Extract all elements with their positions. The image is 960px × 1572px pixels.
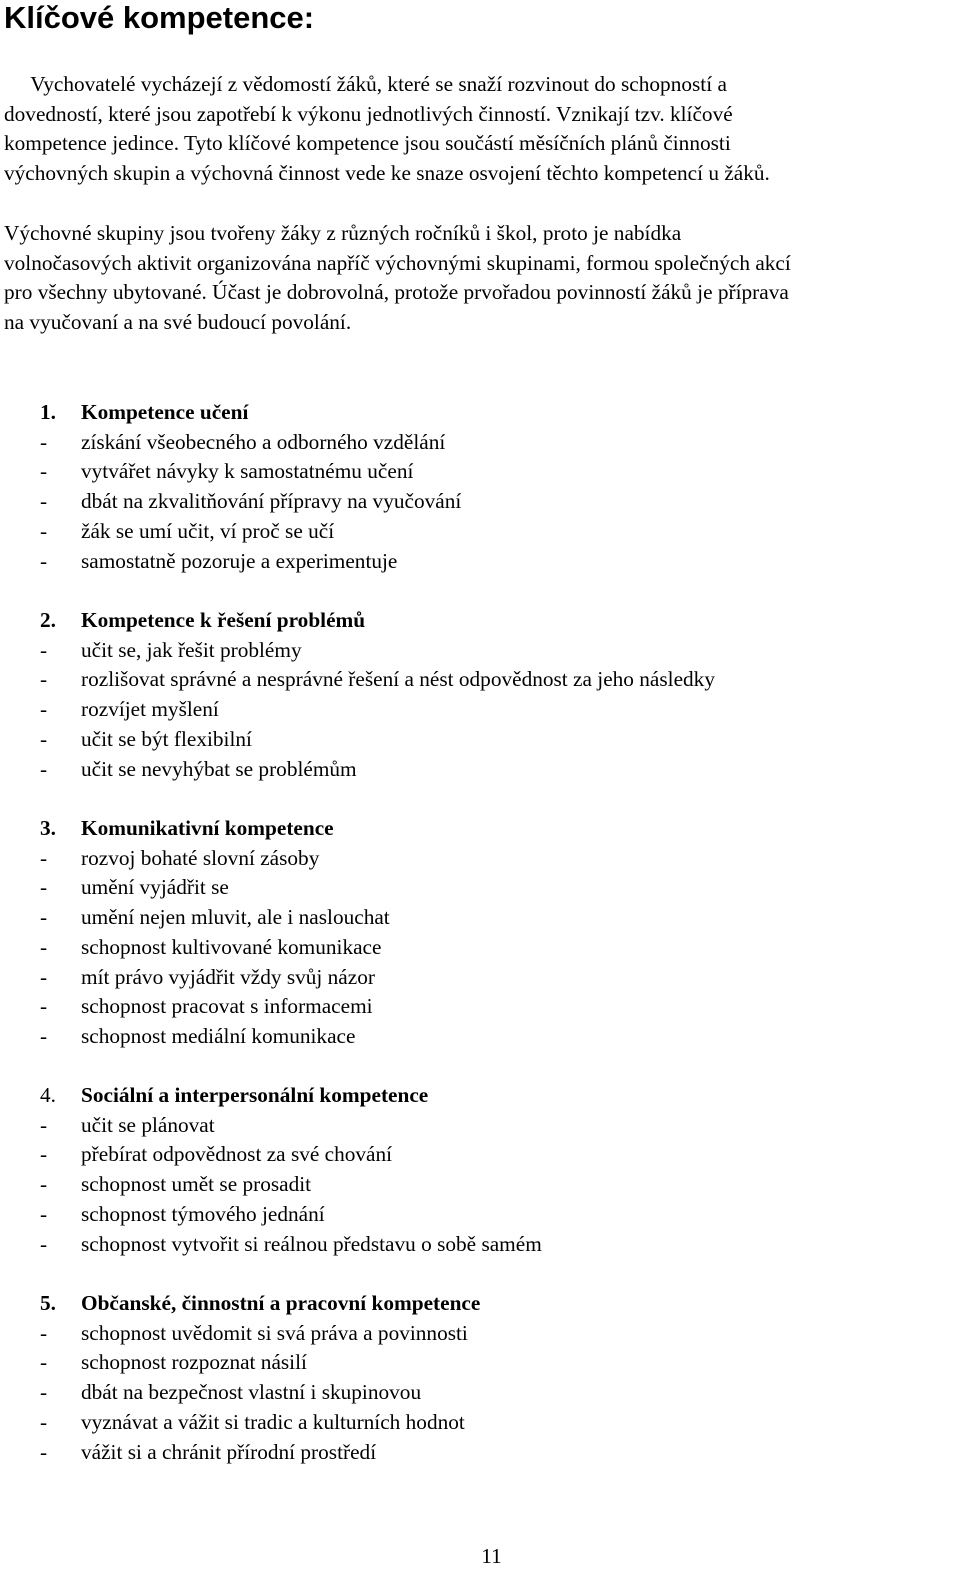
paragraph-line: Výchovné skupiny jsou tvořeny žáky z různých ročníků i škol, proto je nabídka <box>4 221 682 245</box>
paragraph-line: dovedností, které jsou zapotřebí k výkonu jednotlivých činností. Vznikají tzv. klíčové <box>4 101 733 126</box>
bullet-dash: - <box>40 994 48 1019</box>
paragraph-line: kompetence jedince. Tyto klíčové kompetence jsou součástí měsíčních plánů činnosti <box>4 131 731 156</box>
bullet-dash: - <box>40 1320 48 1345</box>
bullet-dash: - <box>40 667 48 692</box>
section-title: Kompetence k řešení problémů <box>81 608 366 632</box>
bullet-dash: - <box>40 429 48 454</box>
bullet-dash: - <box>40 1201 48 1226</box>
bullet-dash: - <box>40 1172 48 1197</box>
section-title: Sociální a interpersonální kompetence <box>81 1083 429 1107</box>
bullet-dash: - <box>40 518 48 543</box>
paragraph-line: výchovných skupin a výchovná činnost vede ke snaze osvojení těchto kompetencí u žáků. <box>4 161 770 186</box>
page-number: 11 <box>481 1544 502 1568</box>
bullet-dash: - <box>40 1350 48 1375</box>
bullet-dash: - <box>40 726 48 751</box>
section-number: 1. <box>40 400 56 424</box>
bullet-dash: - <box>40 1380 48 1405</box>
bullet-dash: - <box>40 697 48 722</box>
section-number: 4. <box>40 1083 56 1107</box>
bullet-dash: - <box>40 1231 48 1256</box>
bullet-dash: - <box>40 1439 48 1464</box>
bullet-dash: - <box>40 548 48 573</box>
groups-paragraph <box>4 219 791 338</box>
bullet-dash: - <box>40 459 48 484</box>
bullet-dash: - <box>40 845 48 870</box>
bullet-dash: - <box>40 1023 48 1048</box>
bullet-dash: - <box>40 875 48 900</box>
bullet-dash: - <box>40 934 48 959</box>
section-number: 5. <box>40 1291 56 1315</box>
bullet-dash: - <box>40 1142 48 1167</box>
paragraph-line: volnočasových aktivit organizována napříč výchovnými skupinami, formou společných akcí <box>4 250 791 275</box>
paragraph-line: Vychovatelé vycházejí z vědomostí žáků, které se snaží rozvinout do schopností a <box>4 72 727 96</box>
bullet-dash: - <box>40 637 48 662</box>
section-number: 2. <box>40 608 56 632</box>
paragraph-line: na vyučovaní a na své budoucí povolání. <box>4 310 352 335</box>
bullet-dash: - <box>40 964 48 989</box>
section-title: Občanské, činnostní a pracovní kompetence <box>81 1291 481 1315</box>
section-number: 3. <box>40 816 56 840</box>
paragraph-line: pro všechny ubytované. Účast je dobrovolná, protože prvořadou povinností žáků je příprava <box>4 280 789 305</box>
bullet-dash: - <box>40 489 48 514</box>
page-title: Klíčové kompetence: <box>4 0 315 35</box>
intro-paragraph <box>4 70 770 189</box>
bullet-dash: - <box>40 1112 48 1137</box>
bullet-dash: - <box>40 756 48 781</box>
bullet-dash: - <box>40 1409 48 1434</box>
document-page: Klíčové kompetence: Vychovatelé vycházejí z vědomostí žáků, které se snaží rozvinout do schopností a dovedností, které jsou zapotřebí k výkonu jednotlivých činností. Vznikají tzv. klíčové kompetence jedince. Tyto klíčové kompetence jsou součástí měsíčních plánů činnosti výchovných skupin a výchovná činnost vede ke snaze osvojení těchto kompetencí u žáků. Výchovné skupiny jsou tvořeny žáky z různých ročníků i škol, proto je nabídka volnočasových aktivit organizována napříč výchovnými skupinami, formou společných akcí pro všechny ubytované. Účast je dobrovolná, protože prvořadou povinností žáků je příprava na vyučovaní a na své budoucí povolání. 1. Kompetence učení - získání všeobecného a odborného vzdělání - vytvářet návyky k samostatnému učení - dbát na zkvalitňování přípravy na vyučování - žák se umí učit, ví proč se učí - samostatně pozoruje a experimentuje 2. Kompetence k řešení problémů - učit se, jak řešit problémy - rozlišovat správné a nesprávné řešení a nést odpovědnost za jeho následky - rozvíjet myšlení - učit se být flexibilní - učit se nevyhýbat se problémům 3. Komunikativní kompetence - rozvoj bohaté slovní zásoby - umění vyjádřit se - umění nejen mluvit, ale i naslouchat - schopnost kultivované komunikace - mít právo vyjádřit vždy svůj názor - schopnost pracovat s informacemi - schopnost mediální komunikace 4. Sociální a interpersonální kompetence - učit se plánovat - přebírat odpovědnost za své chování - schopnost umět se prosadit - schopnost týmového jednání - schopnost vytvořit si reálnou představu o sobě samém 5. Občanské, činnostní a pracovní kompetence - schopnost uvědomit si svá práva a povinnosti - schopnost rozpoznat násilí - dbát na bezpečnost vlastní i skupinovou - vyznávat a vážit si tradic a kulturních hodnot - vážit si a chránit přírodní prostředí 11 <box>0 0 960 1572</box>
section-title: Komunikativní kompetence <box>81 816 334 840</box>
section-title: Kompetence učení <box>81 400 249 424</box>
bullet-dash: - <box>40 905 48 930</box>
